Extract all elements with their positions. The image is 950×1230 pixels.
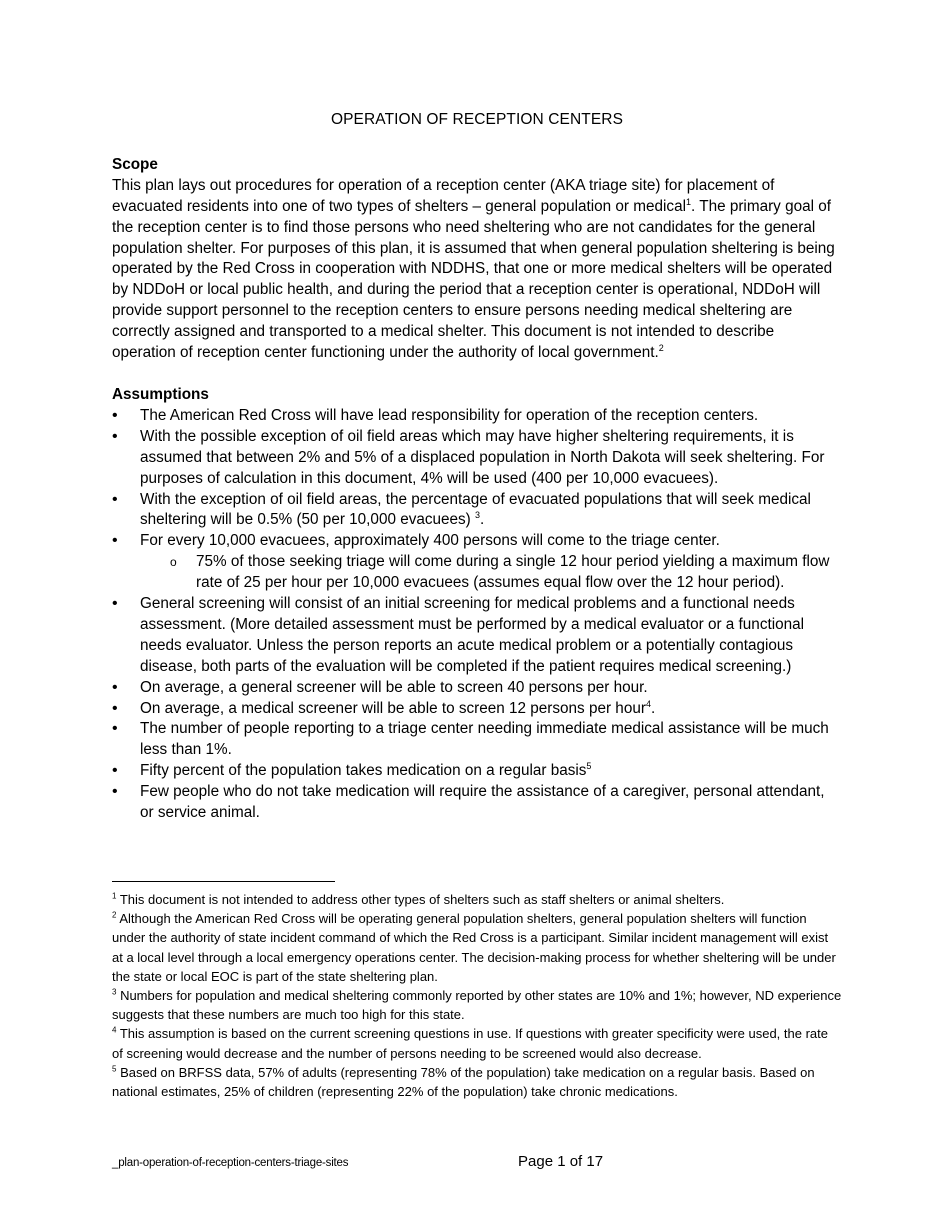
section-spacer (112, 364, 842, 385)
footnote-4 (112, 1024, 842, 1062)
assumptions-heading: Assumptions (112, 385, 209, 403)
list-item (112, 761, 842, 782)
assumptions-list (112, 406, 842, 824)
footnote-3 (112, 986, 842, 1024)
footnote-2 (112, 909, 842, 986)
list-item: • The number of people reporting to a triage center needing immediate medical assistance will be much less than 1%. (112, 719, 842, 761)
footnote-ref-2: 2 (658, 342, 664, 353)
list-item (112, 531, 842, 594)
sub-list-item: o 75% of those seeking triage will come during a single 12 hour period yielding a maximum flow rate of 25 per hour per 10,000 evacuees (assumes equal flow over the 12 hour period). (140, 552, 842, 594)
list-item: • On average, a general screener will be able to screen 40 persons per hour. (112, 678, 842, 699)
list-item-text: Fifty percent of the population takes medication on a regular basis (140, 762, 587, 780)
list-item-punct: . (480, 511, 485, 529)
footnote-1 (112, 890, 842, 909)
footnote-5 (112, 1063, 842, 1101)
footnote-marker: 3 (112, 987, 117, 997)
scope-heading: Scope (112, 155, 158, 173)
footnote-ref-1: 1 (685, 196, 691, 207)
footnote-marker: 4 (112, 1026, 117, 1036)
list-item: • General screening will consist of an initial screening for medical problems and a functional needs assessment. (More detailed assessment must be performed by a medical evaluator or a functional needs evaluator. Unless the person reports an acute medical problem or a potentially contagious disease, both parts of the evaluation will be completed if the patient requires medical screening.) (112, 594, 842, 678)
page-title: OPERATION OF RECEPTION CENTERS (330, 111, 624, 128)
list-item (112, 490, 842, 532)
document-body (112, 110, 842, 824)
scope-text-part1: This plan lays out procedures for operation of a reception center (AKA triage site) for placement of evacuated residents into one of two types of shelters – general population or medical (112, 176, 775, 215)
footnote-ref-5: 5 (586, 761, 592, 772)
footer-filename: _plan-operation-of-reception-centers-triage-sites (112, 1157, 349, 1169)
footnote-text: Based on BRFSS data, 57% of adults (representing 78% of the population) take medication on a regular basis. Based on national estimates, 25% of children (representing 22% of the population) take chronic medications. (112, 1064, 815, 1100)
footnote-text: Although the American Red Cross will be operating general population shelters, general population shelters will function under the authority of state incident command of which the Red Cross is a participant. Similar incident management will exist at a local level through a local emergency operations center. The decision-making process for whether sheltering will be under the state or local EOC is part of the state sheltering plan. (112, 911, 836, 984)
scope-text-part2: . The primary goal of the reception center is to find those persons who need sheltering who are not candidates for the general population shelter. For purposes of this plan, it is assumed that when general population sheltering is being operated by the Red Cross in cooperation with NDDHS, that one or more medical shelters will be operated by NDDoH or local public health, and during the period that a reception center is operational, NDDoH will provide support personnel to the reception centers to ensure persons needing medical sheltering are correctly assigned and transported to a medical shelter. This document is not intended to describe operation of reception center functioning under the authority of local government. (112, 197, 835, 362)
footnote-divider (112, 881, 335, 882)
footnote-text: This document is not intended to address other types of shelters such as staff shelters or animal shelters. (116, 892, 725, 907)
list-item (112, 699, 842, 720)
footnote-marker: 1 (112, 891, 117, 901)
list-item-punct: . (650, 699, 656, 717)
footnote-marker: 2 (112, 910, 117, 920)
list-item: • Few people who do not take medication will require the assistance of a caregiver, personal attendant, or service animal. (112, 782, 842, 824)
footnotes (112, 890, 842, 1101)
page-number: Page 1 of 17 (518, 1153, 604, 1170)
footnote-text: Numbers for population and medical sheltering commonly reported by other states are 10% and 1%; however, ND experience suggests that these numbers are much too high for this state. (112, 988, 842, 1023)
footnote-ref-4: 4 (645, 698, 651, 709)
list-item: • With the possible exception of oil field areas which may have higher sheltering requirements, it is assumed that between 2% and 5% of a displaced population in North Dakota will seek sheltering. For purposes of calculation in this document, 4% will be used (400 per 10,000 evacuees). (112, 427, 842, 490)
footnote-marker: 5 (112, 1064, 117, 1074)
sub-list (140, 552, 842, 594)
list-item-text: For every 10,000 evacuees, approximately 400 persons will come to the triage center. (140, 532, 720, 550)
footnote-text: This assumption is based on the current screening questions in use. If questions with greater specificity were used, the rate of screening would decrease and the number of persons needing to be screened would also decrease. (112, 1026, 828, 1061)
list-item: • The American Red Cross will have lead responsibility for operation of the reception centers. (112, 406, 842, 427)
list-item-text: With the exception of oil field areas, the percentage of evacuated populations that will seek medical sheltering will be 0.5% (50 per 10,000 evacuees) (140, 490, 811, 529)
scope-paragraph (112, 176, 842, 364)
list-item-text: On average, a medical screener will be able to screen 12 persons per hour (140, 699, 646, 717)
footnote-ref-3: 3 (475, 510, 481, 521)
